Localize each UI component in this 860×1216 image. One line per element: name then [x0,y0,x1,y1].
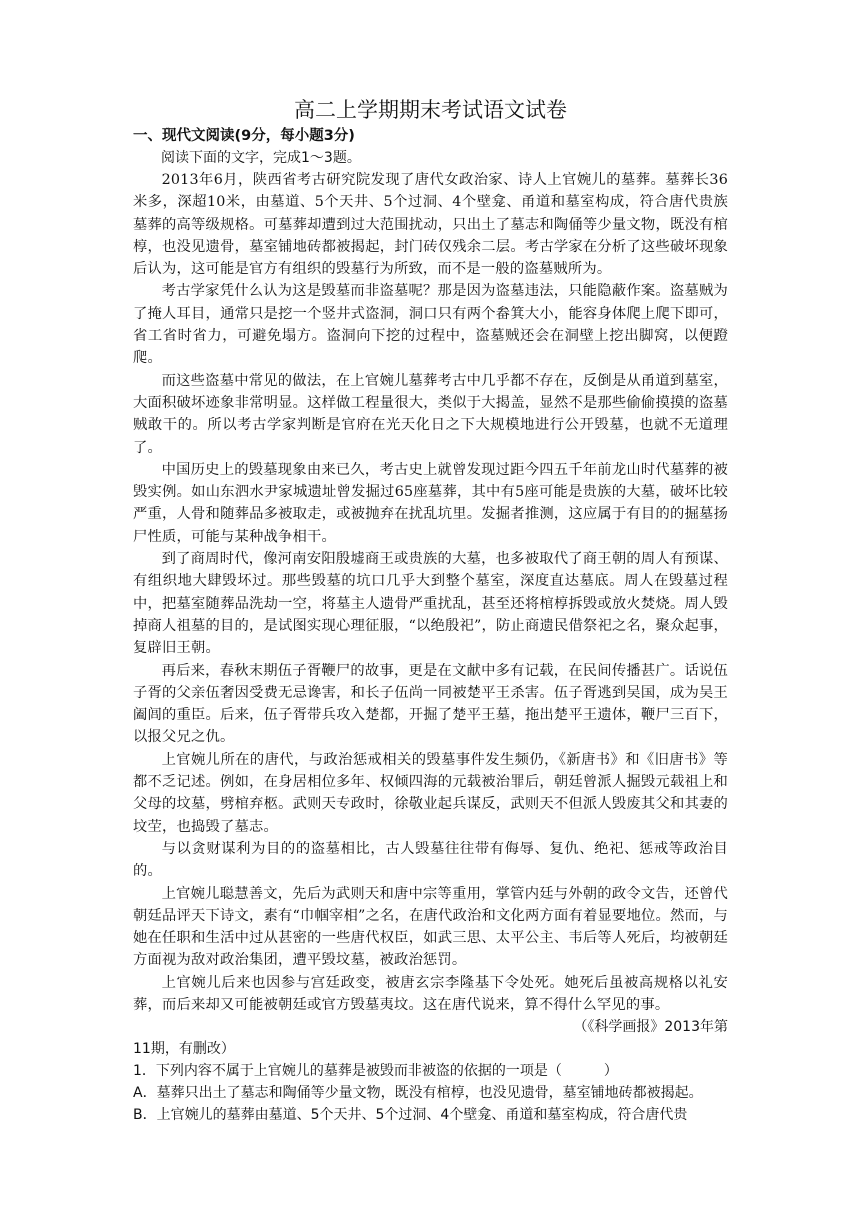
paragraph: 到了商周时代，像河南安阳殷墟商王或贵族的大墓，也多被取代了商王朝的周人有预谋、有组织地大肆毁坏过。那些毁墓的坑口几乎大到整个墓室，深度直达墓底。周人在毁墓过程中，把墓室随葬品洗劫一空，将墓主人遗骨严重扰乱，甚至还将棺椁拆毁或放火焚烧。周人毁掉商人祖墓的目的，是试图实现心理征服，“以绝殷祀”，防止商遗民借祭祀之名，聚众起事，复辟旧王朝。 [133,551,728,657]
paragraph: 上官婉儿后来也因参与宫廷政变，被唐玄宗李隆基下令处死。她死后虽被高规格以礼安葬，而后来却又可能被朝廷或官方毁墓夷坟。这在唐代说来，算不得什么罕见的事。 [133,974,728,1013]
paragraph: 中国历史上的毁墓现象由来已久，考古史上就曾发现过距今四五千年前龙山时代墓葬的被毁实例。如山东泗水尹家城遗址曾发掘过65座墓葬，其中有5座可能是贵族的大墓，破坏比较严重，人骨和随葬品多被取走，或被抛弃在扰乱坑里。发掘者推测，这应属于有目的的掘墓扬尸性质，可能与某种战争相干。 [133,461,728,545]
source-citation-continued: 11期，有删改） [133,1041,235,1058]
reading-instruction: 阅读下面的文字，完成1～3题。 [161,150,361,166]
option-a: A．墓葬只出土了墓志和陶俑等少量文物，既没有棺椁，也没见遗骨，墓室铺地砖都被揭起。 [133,1085,703,1102]
page-title: 高二上学期期末考试语文试卷 [294,98,567,122]
question-1: 1．下列内容不属于上官婉儿的墓葬是被毁而非被盗的依据的一项是（ ） [133,1063,618,1080]
paragraph: 与以贪财谋利为目的的盗墓相比，古人毁墓往往带有侮辱、复仇、绝祀、惩戒等政治目的。 [133,840,728,880]
paragraph: 上官婉儿所在的唐代，与政治惩戒相关的毁墓事件发生频仍，《新唐书》和《旧唐书》等都不乏记述。例如，在身居相位多年、权倾四海的元载被治罪后，朝廷曾派人掘毁元载祖上和父母的坟墓，劈棺弃柩。武则天专政时，徐敬业起兵谋反，武则天不但派人毁废其父和其妻的坟茔，也捣毁了墓志。 [133,751,728,835]
paragraph: 2013年6月，陕西省考古研究院发现了唐代女政治家、诗人上官婉儿的墓葬。墓葬长36米多，深超10米，由墓道、5个天井、5个过洞、4个壁龛、甬道和墓室构成，符合唐代贵族墓葬的高等级规格。可墓葬却遭到过大范围扰动，只出土了墓志和陶俑等少量文物，既没有棺椁，也没见遗骨，墓室铺地砖都被揭起，封门砖仅残余二层。考古学家在分析了这些破坏现象后认为，这可能是官方有组织的毁墓行为所致，而不是一般的盗墓贼所为。 [133,172,728,278]
option-b: B．上官婉儿的墓葬由墓道、5个天井、5个过洞、4个壁龛、甬道和墓室构成，符合唐代贵 [133,1107,688,1124]
source-citation: （《科学画报》2013年第 [573,1019,728,1036]
section-heading: 一、现代文阅读(9分，每小题3分) [133,128,355,144]
paragraph: 上官婉儿聪慧善文，先后为武则天和唐中宗等重用，掌管内廷与外朝的政令文告，还曾代朝廷品评天下诗文，素有“巾帼宰相”之名，在唐代政治和文化两方面有着显要地位。然而，与她在任职和生活中过从甚密的一些唐代权臣，如武三思、太平公主、韦后等人死后，均被朝廷方面视为敌对政治集团，遭平毁坟墓，被政治惩罚。 [133,885,728,969]
paragraph: 而这些盗墓中常见的做法，在上官婉儿墓葬考古中几乎都不存在，反倒是从甬道到墓室，大面积破坏迹象非常明显。这样做工程量很大，类似于大揭盖，显然不是那些偷偷摸摸的盗墓贼敢干的。所以考古学家判断是官府在光天化日之下大规模地进行公开毁墓，也就不无道理了。 [133,372,728,456]
paragraph: 考古学家凭什么认为这是毁墓而非盗墓呢？那是因为盗墓违法，只能隐蔽作案。盗墓贼为了掩人耳目，通常只是挖一个竖井式盗洞，洞口只有两个畚箕大小，能容身体爬上爬下即可，省工省时省力，可避免塌方。盗洞向下挖的过程中，盗墓贼还会在洞壁上挖出脚窝，以便蹬爬。 [133,283,728,367]
paragraph: 再后来，春秋末期伍子胥鞭尸的故事，更是在文献中多有记载，在民间传播甚广。话说伍子胥的父亲伍奢因受费无忌谗害，和长子伍尚一同被楚平王杀害。伍子胥逃到吴国，成为吴王阖闾的重臣。后来，伍子胥带兵攻入楚都，开掘了楚平王墓，拖出楚平王遗体，鞭尸三百下，以报父兄之仇。 [133,662,728,746]
